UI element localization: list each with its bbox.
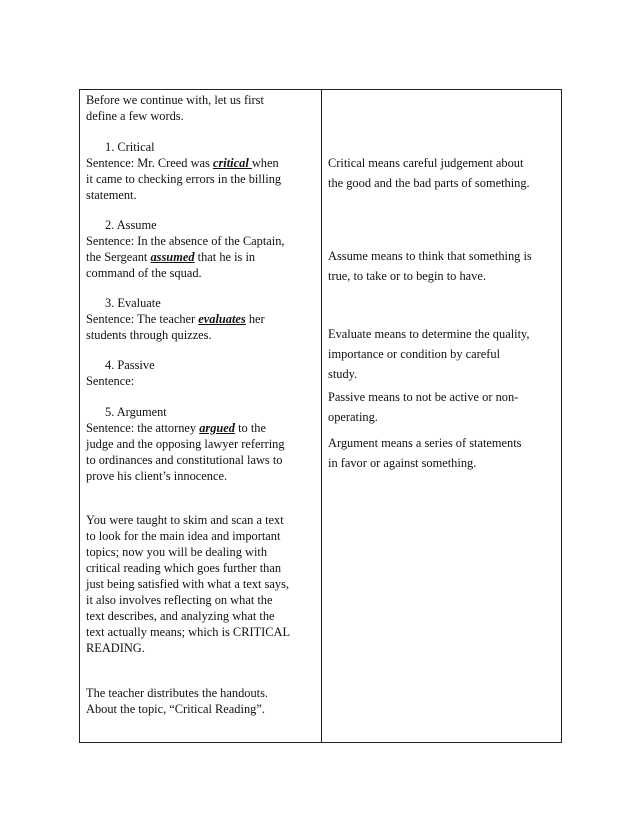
paragraph-line: just being satisfied with what a text says,: [86, 577, 290, 591]
keyword: assumed: [150, 250, 195, 264]
sentence-line: [86, 265, 202, 281]
definition-line: the good and the bad parts of something.: [328, 176, 530, 190]
definition-line: study.: [328, 367, 358, 381]
sentence-line: [86, 249, 255, 265]
word-heading: [105, 295, 161, 311]
closing-line: The teacher distributes the handouts.: [86, 686, 269, 700]
sentence-text: statement.: [86, 188, 137, 202]
definition-line: Critical means careful judgement about: [328, 156, 524, 170]
word-term: Argument: [116, 405, 167, 419]
keyword: critical: [212, 156, 252, 170]
word-number: 3.: [105, 296, 118, 310]
word-number: 5.: [105, 405, 117, 419]
word-term: Evaluate: [117, 296, 161, 310]
keyword: argued: [199, 421, 236, 435]
sentence-text: it came to checking errors in the billing: [86, 172, 282, 186]
sentence-text: her: [245, 312, 265, 326]
sentence-line: [86, 327, 212, 343]
word-term: Passive: [117, 358, 155, 372]
paragraph-line: to look for the main idea and important: [86, 529, 281, 543]
sentence-text: Sentence: Mr. Creed was: [86, 156, 213, 170]
sentence-text: when: [251, 156, 279, 170]
word-term: Critical: [117, 140, 155, 154]
intro-line: Before we continue with, let us first: [86, 93, 264, 107]
definition-line: Passive means to not be active or non-: [328, 390, 519, 404]
word-number: 1.: [105, 140, 118, 154]
intro-line: define a few words.: [86, 109, 184, 123]
sentence-line: [86, 436, 285, 452]
sentence-line: [86, 155, 279, 171]
paragraph-line: text actually means; which is CRITICAL: [86, 625, 291, 639]
definition-line: Assume means to think that something is: [328, 249, 532, 263]
sentence-text: to ordinances and constitutional laws to: [86, 453, 283, 467]
sentence-text: Sentence: The teacher: [86, 312, 199, 326]
paragraph-line: it also involves reflecting on what the: [86, 593, 273, 607]
word-number: 4.: [105, 358, 118, 372]
definition-line: in favor or against something.: [328, 456, 477, 470]
word-heading: [105, 404, 167, 420]
sentence-line: [86, 233, 285, 249]
lesson-table: [79, 89, 562, 743]
word-heading: [105, 139, 155, 155]
word-heading: [105, 357, 155, 373]
paragraph-line: text describes, and analyzing what the: [86, 609, 275, 623]
sentence-text: Sentence: the attorney: [86, 421, 200, 435]
sentence-text: command of the squad.: [86, 266, 202, 280]
column-divider: [321, 90, 322, 742]
definition-line: operating.: [328, 410, 378, 424]
sentence-line: [86, 452, 283, 468]
keyword: evaluates: [198, 312, 246, 326]
sentence-line: [86, 373, 134, 389]
sentence-text: students through quizzes.: [86, 328, 212, 342]
definition-line: Evaluate means to determine the quality,: [328, 327, 530, 341]
sentence-text: Sentence:: [86, 374, 135, 388]
paragraph-line: topics; now you will be dealing with: [86, 545, 268, 559]
paragraph-line: You were taught to skim and scan a text: [86, 513, 284, 527]
sentence-line: [86, 468, 227, 484]
sentence-text: Sentence: In the absence of the Captain,: [86, 234, 285, 248]
word-number: 2.: [105, 218, 117, 232]
sentence-line: [86, 187, 137, 203]
definition-line: Argument means a series of statements: [328, 436, 522, 450]
sentence-line: [86, 311, 265, 327]
definition-line: true, to take or to begin to have.: [328, 269, 486, 283]
sentence-text: that he is in: [194, 250, 256, 264]
sentence-text: prove his client’s innocence.: [86, 469, 228, 483]
sentence-text: the Sergeant: [86, 250, 151, 264]
sentence-text: judge and the opposing lawyer referring: [86, 437, 285, 451]
sentence-text: to the: [235, 421, 266, 435]
word-term: Assume: [116, 218, 157, 232]
word-heading: [105, 217, 157, 233]
definition-line: importance or condition by careful: [328, 347, 501, 361]
sentence-line: [86, 171, 281, 187]
paragraph-line: critical reading which goes further than: [86, 561, 282, 575]
closing-line: About the topic, “Critical Reading”.: [86, 702, 265, 716]
sentence-line: [86, 420, 266, 436]
paragraph-line: READING.: [86, 641, 145, 655]
